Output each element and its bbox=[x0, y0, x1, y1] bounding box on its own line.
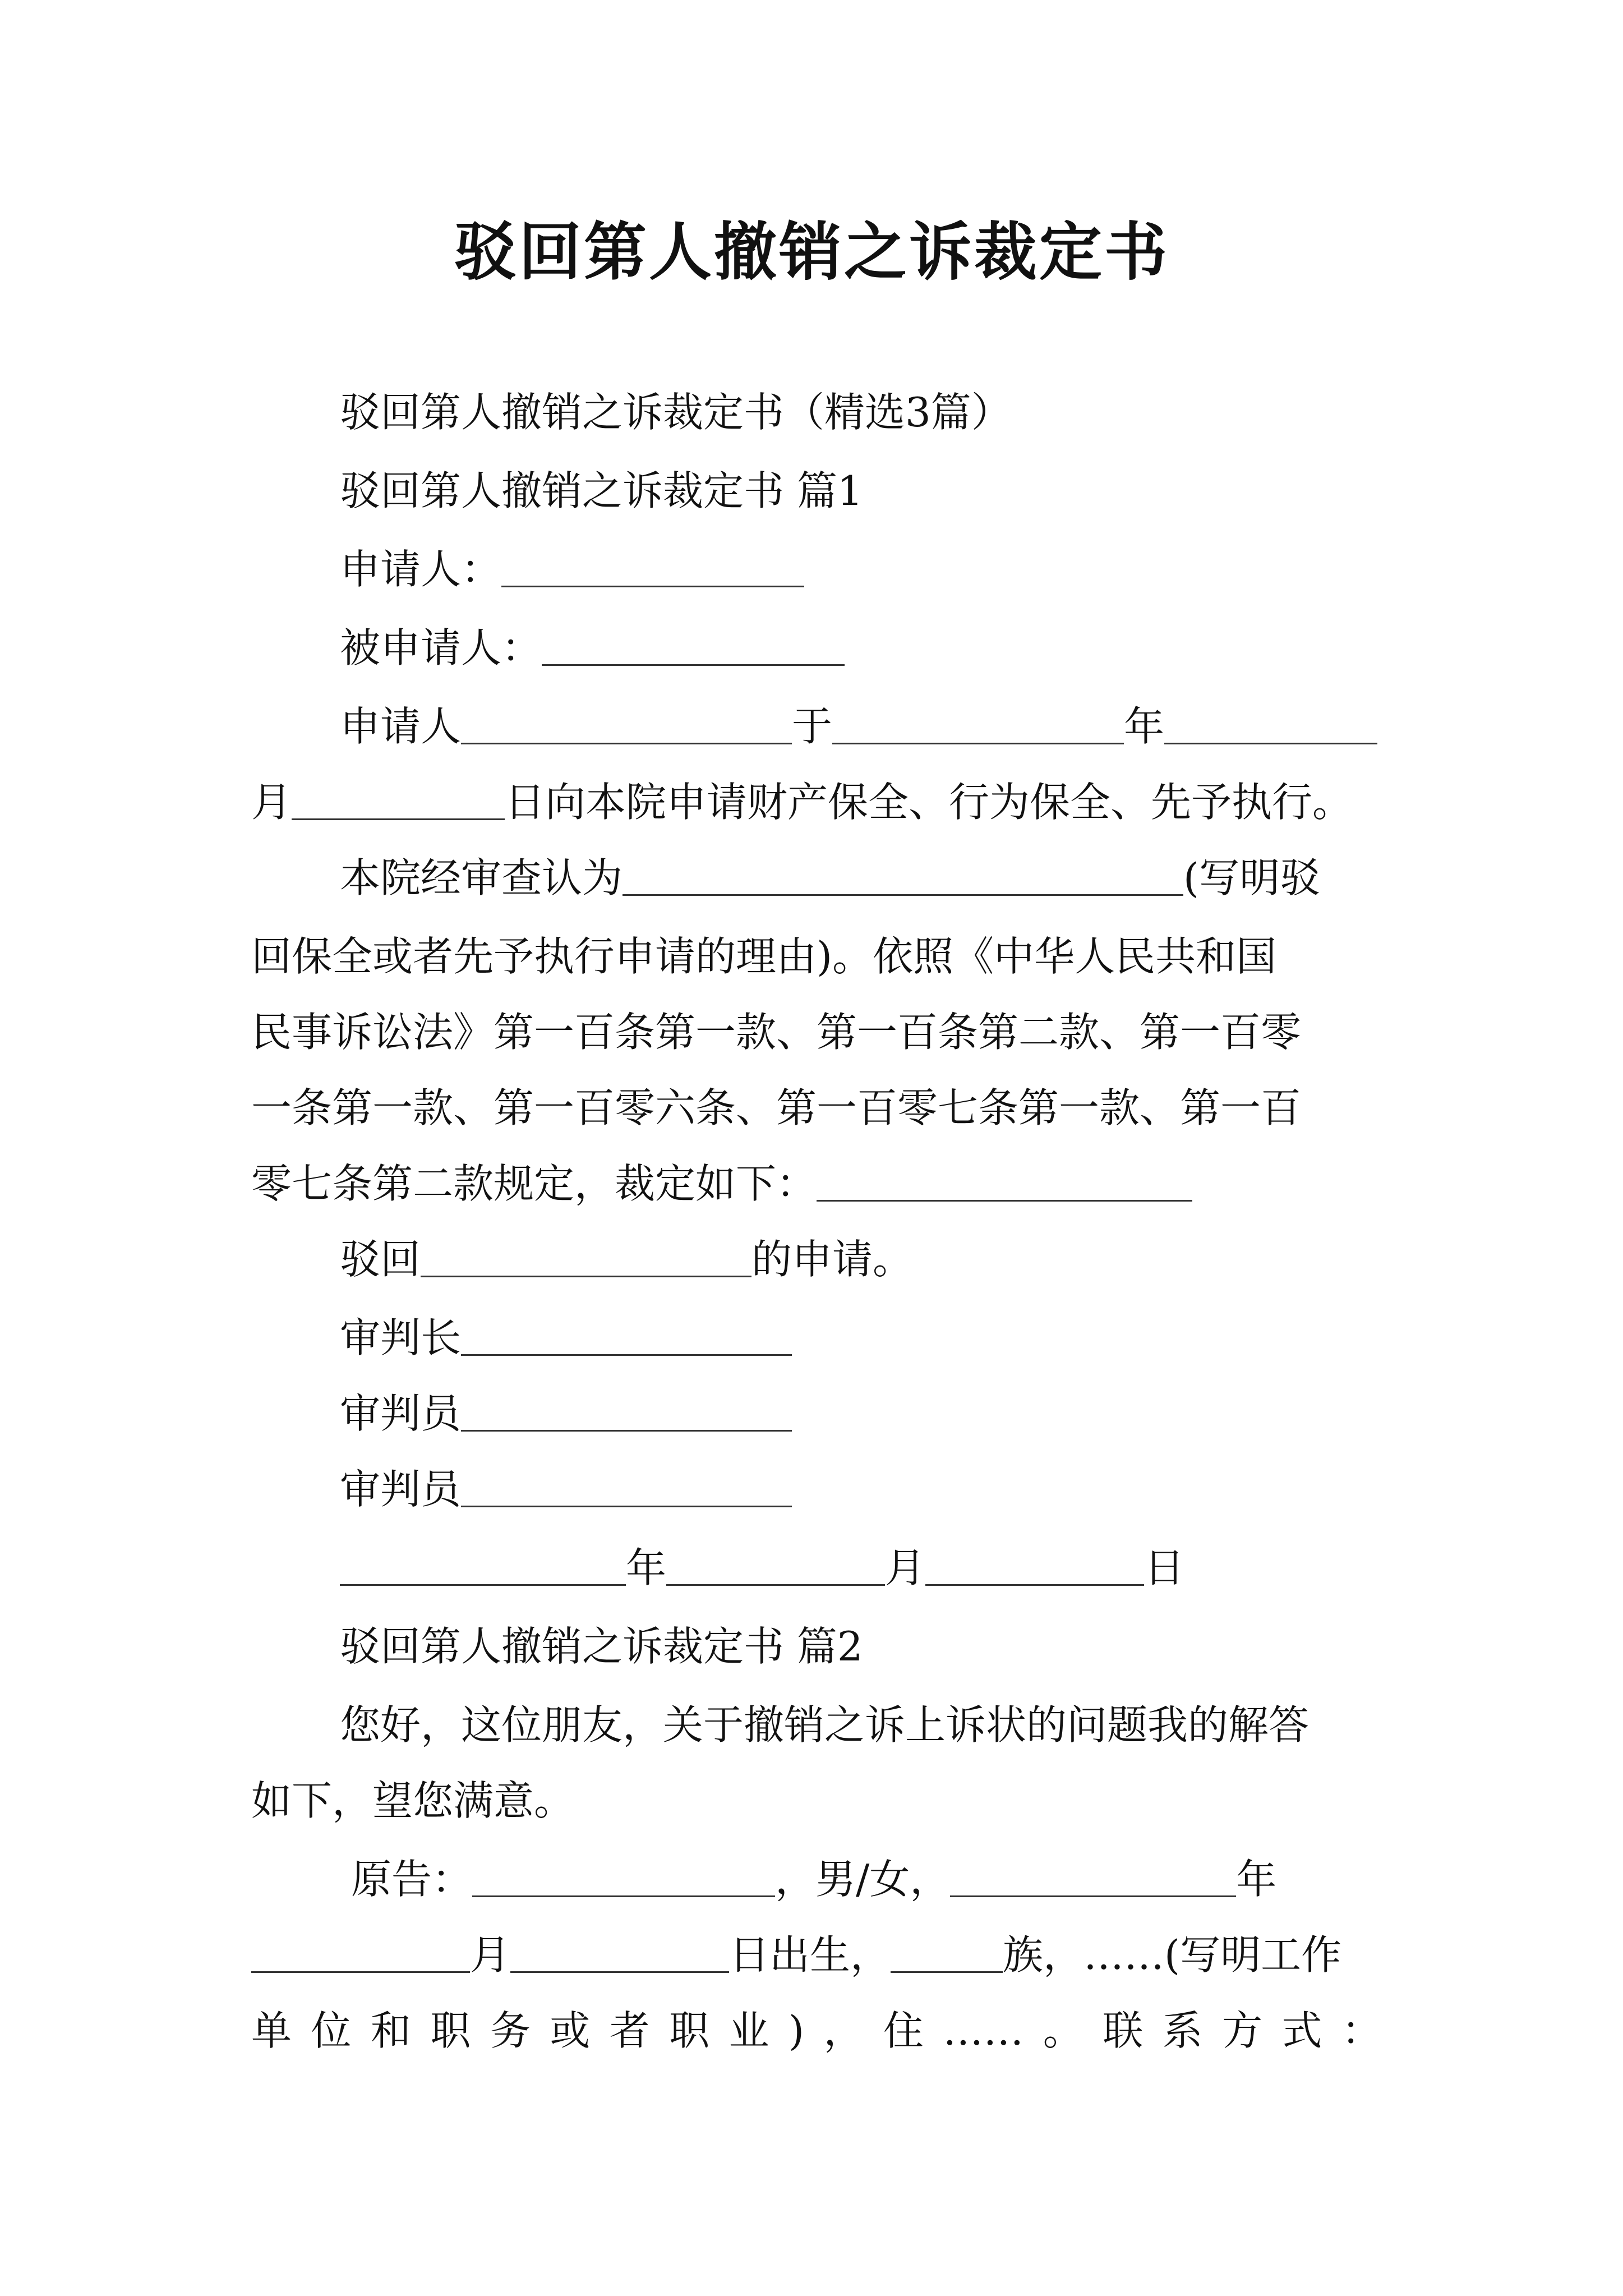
section1-heading: 驳回第人撤销之诉裁定书 篇1 bbox=[340, 467, 863, 514]
judge-1-label: 审判员 bbox=[340, 1390, 462, 1437]
address-line: 单位和职务或者职业)，住……。联系方式： bbox=[251, 2007, 1382, 2054]
judge-chief-line bbox=[0, 1307, 1623, 1369]
review-text-a: 本院经审查认为 bbox=[340, 854, 623, 901]
date-blank-year[interactable] bbox=[340, 1537, 626, 1586]
ruling-blank[interactable] bbox=[817, 1153, 1192, 1202]
apply-text-b: 于 bbox=[792, 703, 833, 750]
subtitle: 驳回第人撤销之诉裁定书（精选3篇） bbox=[340, 389, 1012, 436]
date-month-label: 月 bbox=[885, 1544, 926, 1591]
birth-ethnicity-label: 族，……(写明工作 bbox=[1003, 1931, 1342, 1978]
birth-blank-day[interactable] bbox=[510, 1924, 729, 1973]
apply-blank-date[interactable] bbox=[832, 696, 1124, 744]
review-line-5 bbox=[0, 1153, 1623, 1214]
judge-1-blank[interactable] bbox=[461, 1383, 792, 1432]
reject-line bbox=[0, 1228, 1623, 1290]
apply-text-c: 年 bbox=[1124, 703, 1165, 750]
apply-blank-month[interactable] bbox=[292, 771, 505, 820]
judge-2-line bbox=[0, 1458, 1623, 1520]
review-line-3: 民事诉讼法》第一百条第一款、第一百条第二款、第一百零 bbox=[251, 1009, 1302, 1056]
date-blank-day[interactable] bbox=[925, 1537, 1144, 1586]
plaintiff-blank-year[interactable] bbox=[950, 1848, 1236, 1897]
apply-line-2 bbox=[0, 771, 1623, 833]
birth-line bbox=[0, 1924, 1623, 1986]
respondent-line bbox=[0, 617, 1623, 679]
review-line-1 bbox=[0, 847, 1623, 909]
birth-day-label: 日出生， bbox=[729, 1931, 891, 1978]
respondent-blank[interactable] bbox=[542, 617, 845, 666]
reject-blank[interactable] bbox=[421, 1228, 751, 1277]
date-blank-month[interactable] bbox=[666, 1537, 885, 1586]
review-line-2: 回保全或者先予执行申请的理由)。依照《中华人民共和国 bbox=[251, 933, 1277, 980]
date-day-label: 日 bbox=[1144, 1544, 1185, 1591]
judge-2-blank[interactable] bbox=[461, 1458, 792, 1507]
respondent-label: 被申请人： bbox=[340, 624, 542, 671]
plaintiff-gender: ，男/女， bbox=[775, 1856, 951, 1903]
intro-line-1: 您好，这位朋友，关于撤销之诉上诉状的问题我的解答 bbox=[340, 1701, 1310, 1749]
date-year-label: 年 bbox=[626, 1544, 667, 1591]
plaintiff-line bbox=[0, 1848, 1623, 1910]
apply-line-1 bbox=[0, 696, 1623, 757]
reject-text-a: 驳回 bbox=[340, 1236, 421, 1283]
apply-text-a: 申请人 bbox=[340, 703, 462, 750]
birth-month-label: 月 bbox=[470, 1931, 511, 1978]
applicant-blank[interactable] bbox=[501, 539, 804, 587]
review-text-b: (写明驳 bbox=[1183, 854, 1321, 901]
judge-1-line bbox=[0, 1383, 1623, 1444]
applicant-label: 申请人： bbox=[340, 546, 502, 593]
applicant-line bbox=[0, 539, 1623, 600]
birth-blank-ethnicity[interactable] bbox=[891, 1924, 1003, 1973]
apply-text-d: 月 bbox=[251, 779, 292, 826]
plaintiff-year-label: 年 bbox=[1236, 1856, 1277, 1903]
judge-2-label: 审判员 bbox=[340, 1466, 462, 1513]
document-title: 驳回第人撤销之诉裁定书 bbox=[454, 215, 1169, 289]
apply-text-e: 日向本院申请财产保全、行为保全、先予执行。 bbox=[505, 779, 1353, 826]
plaintiff-blank-name[interactable] bbox=[472, 1848, 775, 1897]
date-line bbox=[0, 1537, 1623, 1599]
apply-blank-name[interactable] bbox=[461, 696, 792, 744]
review-text-c: 零七条第二款规定，裁定如下： bbox=[251, 1160, 817, 1207]
judge-chief-blank[interactable] bbox=[461, 1307, 792, 1356]
apply-blank-year[interactable] bbox=[1164, 696, 1377, 744]
section2-heading: 驳回第人撤销之诉裁定书 篇2 bbox=[340, 1623, 863, 1670]
birth-blank-month[interactable] bbox=[251, 1924, 470, 1973]
reject-text-b: 的申请。 bbox=[751, 1236, 914, 1283]
intro-line-2: 如下，望您满意。 bbox=[251, 1777, 575, 1824]
plaintiff-label: 原告： bbox=[351, 1856, 473, 1903]
review-line-4: 一条第一款、第一百零六条、第一百零七条第一款、第一百 bbox=[251, 1084, 1302, 1131]
review-blank[interactable] bbox=[623, 847, 1183, 896]
judge-chief-label: 审判长 bbox=[340, 1314, 462, 1361]
